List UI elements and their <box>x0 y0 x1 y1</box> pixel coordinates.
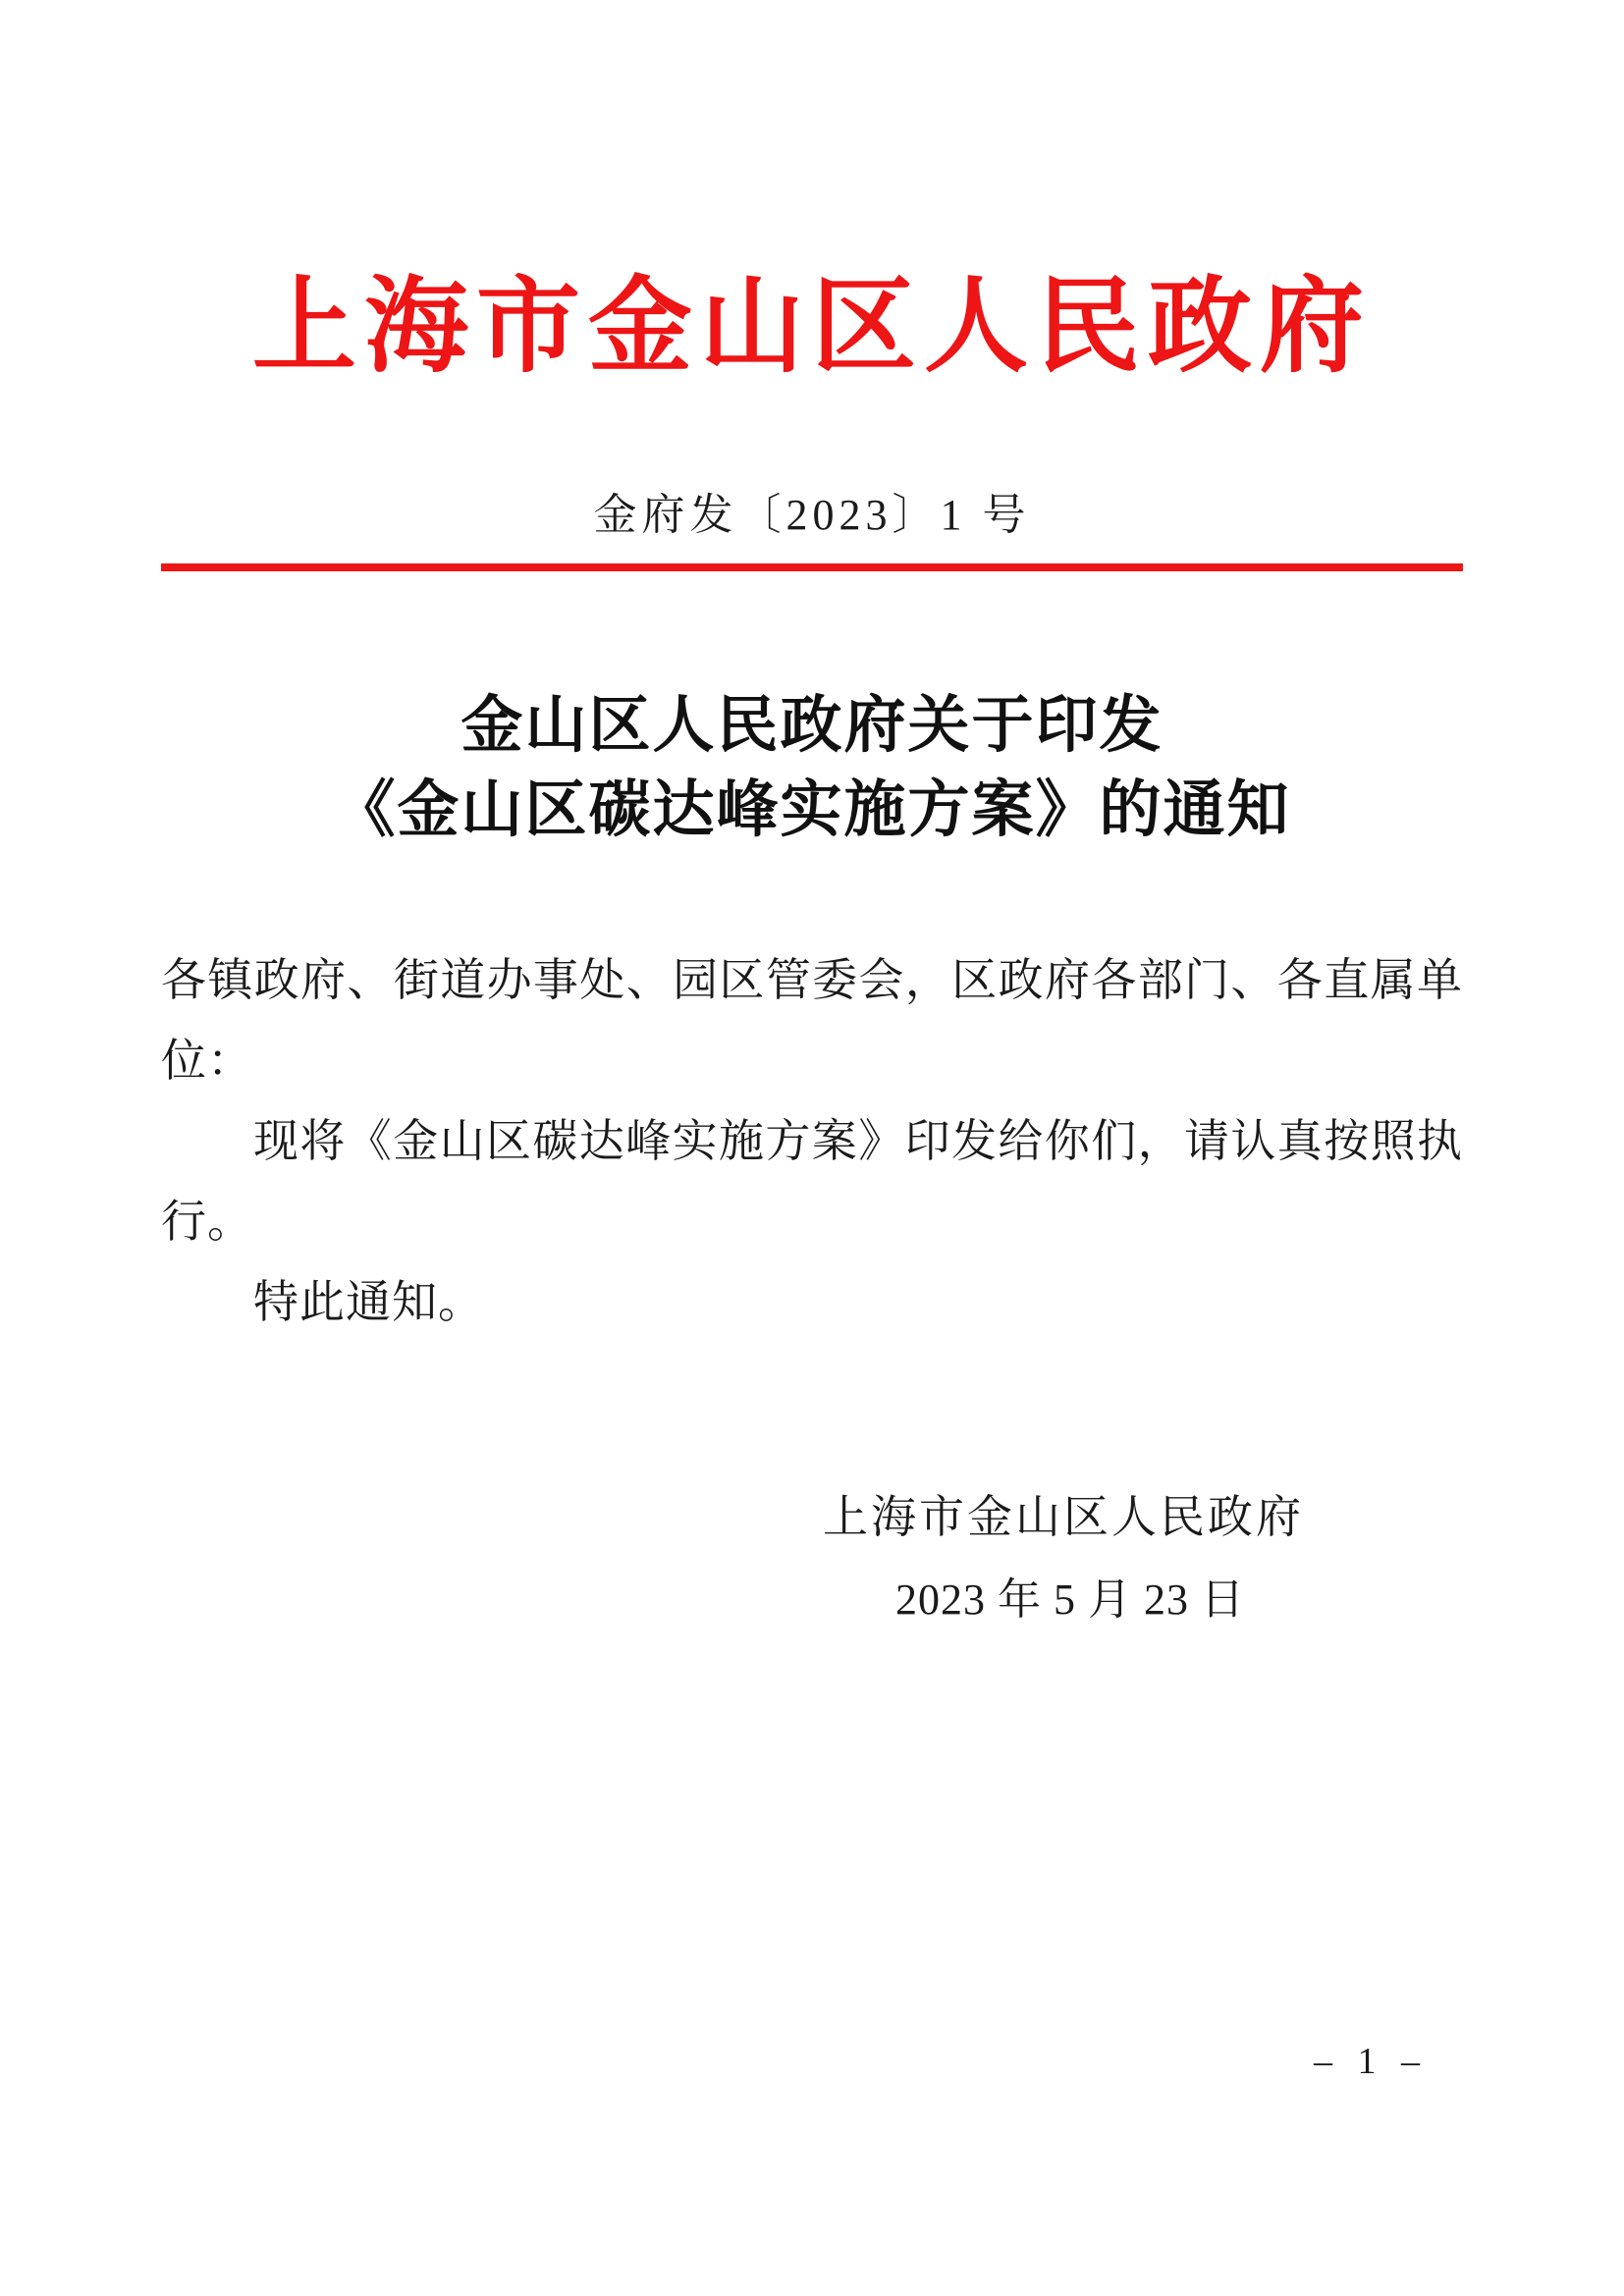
document-title-line2: 《金山区碳达峰实施方案》的通知 <box>333 775 1291 844</box>
body-line-salutation-wrap: 位： <box>161 1036 253 1086</box>
document-title <box>0 683 1624 852</box>
signature-date: 2023 年 5 月 23 日 <box>895 1575 1245 1624</box>
body-line-main-wrap: 行。 <box>161 1197 253 1247</box>
page-number: – 1 – <box>1314 2041 1428 2082</box>
red-divider-rule <box>161 563 1463 571</box>
agency-header-title: 上海市金山区人民政府 <box>252 270 1372 385</box>
signature-block <box>161 1476 1463 1641</box>
notice-body <box>161 940 1463 1343</box>
body-line-closing: 特此通知。 <box>253 1277 484 1327</box>
document-title-line1: 金山区人民政府关于印发 <box>460 691 1164 760</box>
body-line-salutation: 各镇政府、街道办事处、园区管委会，区政府各部门、各直属单 <box>161 955 1463 1005</box>
document-number: 金府发〔2023〕1 号 <box>593 491 1031 539</box>
signature-issuer: 上海市金山区人民政府 <box>823 1492 1304 1542</box>
body-line-main: 现将《金山区碳达峰实施方案》印发给你们，请认真按照执 <box>253 1116 1463 1166</box>
